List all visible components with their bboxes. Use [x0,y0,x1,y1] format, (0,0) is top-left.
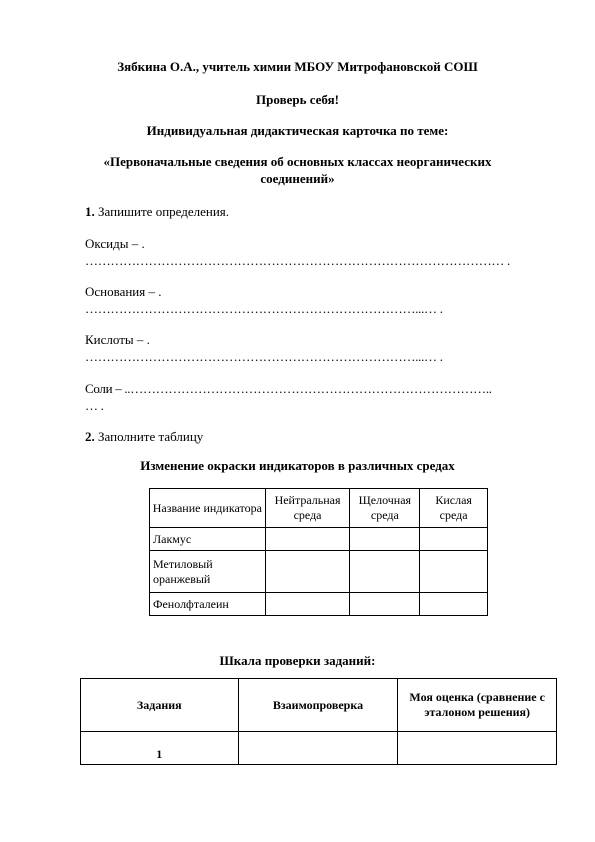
answer-cell[interactable] [420,528,488,551]
task2-number: 2. [85,429,95,444]
score-table-header-row [81,679,557,732]
table-row [150,551,488,593]
answer-cell[interactable] [350,593,420,616]
oxides-label: Оксиды – . [85,236,145,251]
answer-cell[interactable] [350,551,420,593]
indicator-table-title: Изменение окраски индикаторов в различных средах [140,458,455,473]
acids-answer-line: ……………………………………………………………………...… . [85,349,443,364]
my-score-cell[interactable] [398,732,557,765]
header-my-score: Моя оценка (сравнение с эталоном решения) [398,679,557,732]
indicator-name-cell: Метиловый оранжевый [150,551,266,593]
topic-line-2: соединений» [260,171,335,186]
table-row [150,593,488,616]
task2-heading [85,428,203,445]
task2-text: Заполните таблицу [94,429,204,444]
answer-cell[interactable] [265,528,350,551]
header-tasks: Задания [81,679,239,732]
answer-cell[interactable] [265,593,350,616]
indicator-name-cell: Фенолфталеин [150,593,266,616]
header-acidic: Кислая среда [420,489,488,528]
table-row [81,732,557,765]
score-table [80,678,557,765]
indicator-name-cell: Лакмус [150,528,266,551]
scale-title: Шкала проверки заданий: [219,653,376,668]
table-row [150,528,488,551]
task1-text: Запишите определения. [94,204,230,219]
check-title: Проверь себя! [256,92,339,107]
bases-answer-line: ……………………………………………………………………...… . [85,301,443,316]
header-indicator-name: Название индикатора [150,489,266,528]
indicator-table [149,488,488,616]
task1-number: 1. [85,204,95,219]
header-peer-check: Взаимопроверка [238,679,398,732]
task1-heading [85,203,229,220]
answer-cell[interactable] [350,528,420,551]
acids-label: Кислоты – . [85,332,150,347]
author-line: Зябкина О.А., учитель химии МБОУ Митрофановской СОШ [117,59,478,74]
answer-cell[interactable] [420,551,488,593]
answer-cell[interactable] [420,593,488,616]
header-neutral: Нейтральная среда [265,489,350,528]
header-alkaline: Щелочная среда [350,489,420,528]
peer-check-cell[interactable] [238,732,398,765]
salts-label: Соли – ..………………………………………………………………………….. [85,381,492,396]
oxides-answer-line: ……………………………………………………………………………………… . [85,253,511,268]
card-title: Индивидуальная дидактическая карточка по теме: [146,123,449,138]
task-number-cell: 1 [81,732,239,765]
answer-cell[interactable] [265,551,350,593]
indicator-table-header-row [150,489,488,528]
bases-label: Основания – . [85,284,162,299]
topic-line-1: «Первоначальные сведения об основных классах неорганических [103,154,492,169]
salts-answer-line: … . [85,398,104,413]
